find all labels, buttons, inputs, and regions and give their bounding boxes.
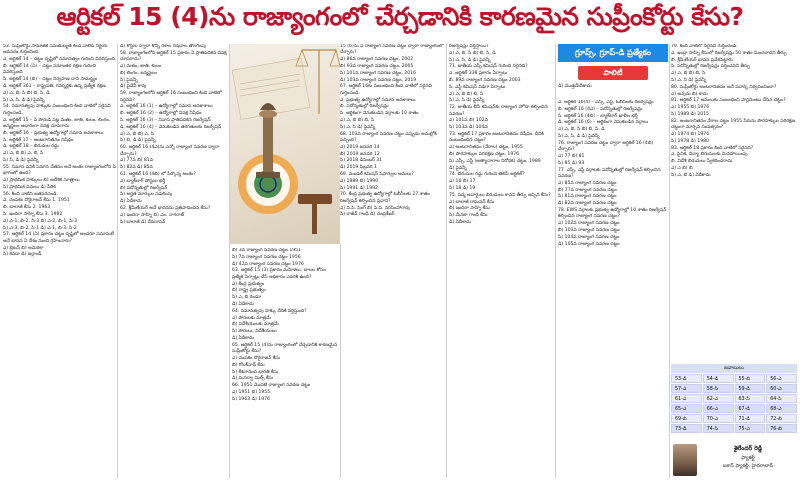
question-line: ఎ) బ్యాక్‌లాగ్ పోస్టుల భర్తీ <box>120 178 166 184</box>
question-line: డి) 42వ రాజ్యాంగ సవరణ చట్టం 1976 <box>232 261 304 267</box>
question-line: ఎ) అంటరానితనం (నేరాల) చట్టం, 1955 <box>449 145 523 151</box>
question-line: సి) 18 డి) 19 <box>449 185 476 191</box>
question-line: డి) ఏదీకాదు <box>232 335 254 341</box>
question-line: బి) గోలక్‌నాథ్ కేసు <box>232 362 265 368</box>
question-line: 78. EWS వర్గాలకు ప్రభుత్వ ఉద్యోగాల్లో 10 శాతం రిజర్వేషన్ కల్పించిన రాజ్యాంగ సవరణ చట్టం? <box>558 207 667 220</box>
question-line: ఎ) ప్రాథమిక హక్కులు బి) ఆదేశిక సూత్రాలు <box>3 177 80 183</box>
question-line: బి. ఆర్టికల్ 16 – ప్రభుత్వ ఉద్యోగాల్లో సమాన అవకాశాలు <box>3 130 104 136</box>
answer-cell: 67-డి <box>735 404 766 413</box>
question-line: ఎ) 77వ బి) 81వ <box>120 158 153 164</box>
question-line: 58. రాజ్యాంగంలోని ఆర్టికల్ 15 ప్రకారం ఏ ప్రాతిపదికన వివక్ష చూపరాదు? <box>120 50 227 63</box>
answer-cell: 58-సి <box>703 384 734 393</box>
question-line: డి. ఆర్టికల్ 16 (4) – వెనుకబడిన తరగతులకు రిజర్వేషన్ <box>120 124 222 130</box>
question-line: ఎ) 77 బి) 81 <box>558 153 585 159</box>
question-line: సి) ఎస్సీ, ఎస్టీ (అత్యాచారాల నిరోధక) చట్టం, 1989 <box>449 158 541 164</box>
question-line: సి. పదోన్నతుల్లో రిజర్వేషన్లు వర్తించవని తీర్పు <box>671 64 751 70</box>
question-line: సి) అర్హత మార్కుల సడలింపు <box>120 192 173 198</box>
answer-cell: 68-ఎ <box>766 404 797 413</box>
question-line: ఎ. సైనిక, విద్యా బిరుదులకు మినహాయింపు <box>671 152 748 158</box>
question-line: ఎ) 2019 జనవరి 14 <box>340 144 380 150</box>
question-line: 74. బిరుదుల రద్దు గురించి తెలిపే ఆర్టికల్? <box>449 172 525 178</box>
question-line: ఎ) ఎ, బి, సి బి) బి, సి, డి <box>3 90 50 96</box>
question-line: 54. సమానత్వపు హక్కుకు సంబంధించి కింది వాటిలో సరైనవి గుర్తించండి. <box>3 104 111 116</box>
answer-grid <box>671 374 797 433</box>
question-line: డి) 105వ రాజ్యాంగ సవరణ చట్టం <box>558 241 620 247</box>
question-line: సి) ఎ, సి డి) పైవన్నీ <box>449 98 485 104</box>
author-place: ఐకాన్ ఫ్యాకల్టీ, హైదరాబాద్ <box>723 464 773 469</box>
question-line: ఎ) ఎ, బి బి) ఎ, బి, సి <box>3 151 44 157</box>
answer-key <box>671 364 797 442</box>
question-line: 63. ఆర్టికల్ 15 (3) ప్రకారం మహిళలు, బాలల కోసం ప్రత్యేక ఏర్పాట్లు చేసే అధికారం ఎవరికి ఉంది? <box>232 268 326 280</box>
question-line: ఎ) ఎ, బి బి) బి, సి <box>340 117 375 123</box>
question-line: 61. ఆర్టికల్ 16 (4బి) లో పేర్కొన్న అంశం? <box>120 171 196 177</box>
question-line: డి) 2019 ఫిబ్రవరి 1 <box>340 165 377 171</box>
question-line: డి) ఏదీకాదు <box>232 301 254 307</box>
question-line: ఎ) మతం, జాతి, కులం <box>120 64 162 69</box>
question-line: ఎ) 85వ రాజ్యాంగ సవరణ చట్టం <box>558 180 617 186</box>
question-line: ఎ) ఎ, బి బి) ఎ, సి <box>120 131 154 137</box>
question-line: సి) 82వ డి) 85వ <box>120 165 153 171</box>
question-line: 75. పద్మ అవార్డులు బిరుదులు కావని తీర్పు ఇచ్చిన కేసు? <box>449 192 551 198</box>
question-line: ఎ) 1989 బి) 1990 <box>340 178 379 184</box>
question-line: సి) పైవన్నీ <box>120 77 138 83</box>
question-line: సి) ఎ, సి, డి డి) పైవన్నీ <box>3 97 45 103</box>
answer-cell: 70-ఎ <box>703 414 734 423</box>
question-line: సి) ఎ, బి రెండూ <box>232 295 262 301</box>
answer-cell: 59-డి <box>735 384 766 393</box>
answer-cell: 76-బి <box>766 424 797 433</box>
question-line: బి) విదేశీయులకు మాత్రమే <box>232 322 279 328</box>
question-line: 53. సుప్రీంకోర్టు సామాజిక సమతుల్యత కింద వాలిడ్ నిర్ణయ అవసరం గుర్తించింది. <box>3 44 108 56</box>
question-line: 64. సమానత్వపు హక్కు దేనికి వర్తిస్తుంది? <box>232 308 307 314</box>
question-line: 81. ఆర్టికల్ 17 అమలుకు సంబంధించి పార్లమెంటు చేసిన చట్టం? <box>671 98 786 104</box>
question-line: సి) ప్రాథమిక విధులు డి) పీఠిక <box>3 184 56 190</box>
question-line: బి) 2019 జనవరి 12 <box>340 151 380 157</box>
question-line: బి. 89వ రాజ్యాంగ సవరణ చట్టం 2003 <box>449 77 521 83</box>
question-column-7 <box>671 44 797 362</box>
question-line: సి. ఎస్టీ కమిషన్ విడిగా ఏర్పాటు <box>449 84 506 90</box>
question-line: డి) 103వ రాజ్యాంగ సవరణ చట్టం, 2019 <box>340 77 417 83</box>
question-line: ఎ) బాలాజీ రాఘవన్ కేసు <box>449 199 495 205</box>
question-line: డి) 82వ రాజ్యాంగ సవరణ చట్టం <box>558 201 617 207</box>
question-line: సి. ఆర్టికల్ 17 – అంటరానితనం నిషేధం <box>3 137 74 143</box>
question-line: డి) కోర్టుల ద్వారా కొన్ని రకాల నిషేధాల తొలగింపు <box>120 44 206 49</box>
question-line: 72. జాతీయ బీసీ కమిషన్‌కు రాజ్యాంగ హోదా కల్పించిన సవరణ? <box>449 105 548 117</box>
question-line: ఎ) 86వ రాజ్యాంగ సవరణ చట్టం, 2002 <box>340 57 414 63</box>
question-line: డి. ఆర్టికల్ 18 – బిరుదుల రద్దు <box>3 144 59 150</box>
question-line: సి. ఆర్టికల్ 14 (బి) – చట్టం నిర్వహణ దాని సామర్థ్యం <box>3 77 98 83</box>
question-line: ఎ) కేంద్ర ప్రభుత్వం <box>232 281 265 287</box>
answer-cell: 62-ఎ <box>703 394 734 403</box>
question-line: బి) 3వ రాజ్యాంగ సవరణ చట్టం 1951 <box>232 248 302 253</box>
question-line: సి) 103వ డి) 104వ <box>449 125 488 131</box>
question-line: 67. ఆర్టికల్ 16కు సంబంధించి కింది వాటిలో సరైనవి గుర్తించండి. <box>340 84 432 96</box>
question-line: సి) ఎ-3, బి-2, సి-1 డి) ఎ-1, బి-3, సి-2 <box>3 225 77 231</box>
question-line: సి) 7వ రాజ్యాంగ సవరణ చట్టం 1956 <box>232 254 301 260</box>
question-line: 76. రాజ్యాంగ సవరణ చట్టం ద్వారా ఆర్టికల్ 16 (4బి) చేర్చారు? <box>558 140 654 153</box>
answer-cell: 75-ఎ <box>735 424 766 433</box>
author-photo <box>673 444 697 476</box>
question-line: బి. క్రీమీలేయర్ భావన ప్రవేశపెట్టారు <box>671 57 733 63</box>
page-headline: ఆర్టికల్ 15 (4)ను రాజ్యాంగంలో చేర్చడానికి కారణమైన సుప్రీంకోర్టు కేసు? <box>56 2 744 31</box>
question-line: బి. పదోన్నతుల్లో రిజర్వేషన్లు <box>340 104 389 110</box>
answer-cell: 61-ఎ <box>671 394 702 403</box>
banner-note: డి) మొత్తమేదీకాదు <box>558 84 592 89</box>
answer-cell: 69-బి <box>671 414 702 423</box>
question-line: రిజర్వేషన్లు వర్తిస్తాయి? <box>449 44 489 49</box>
question-line: 62. క్రీమీలేయర్ అనే భావనను ప్రతిపాదించిన కేసు? <box>120 205 211 211</box>
question-line: సి) రాజీవ్ గాంధీ డి) చంద్రశేఖర్ <box>340 212 395 218</box>
question-line: ఎ. ఆర్టికల్ 338 ప్రకారం ఏర్పాటు <box>449 71 508 77</box>
question-line: ఎ) ఎ, బి, సి బి) బి, సి, డి <box>558 127 605 133</box>
answer-cell: 54-డి <box>703 374 734 383</box>
column-divider <box>669 44 670 478</box>
question-line: డి) ఏదీకాదు <box>120 199 142 205</box>
question-line: 77. ఎస్సీ, ఎస్టీ వర్గాలకు పదోన్నతుల్లో రిజర్వేషన్ కల్పించిన సవరణ? <box>558 167 661 179</box>
question-line: 70. కేంద్ర ప్రభుత్వ ఉద్యోగాల్లో ఓబీసీలకు 27 శాతం రిజర్వేషన్ కల్పించిన ప్రధాని? <box>340 192 430 204</box>
question-line: డి. ఆర్టికల్ 361 – రాష్ట్రపతి, గవర్నర్లకు ఉన్న ప్రత్యేక రక్షణ <box>3 84 106 89</box>
question-line: ఎ) 101వ బి) 102వ <box>449 118 488 124</box>
answer-cell: 60-ఎ <box>766 384 797 393</box>
question-line: 55. సమాన పనికి సమాన వేతనం అనే అంశం రాజ్యాంగంలోని ఏ భాగంలో ఉంది? <box>3 164 116 177</box>
banner-subject: పాలిటీ <box>578 66 648 80</box>
question-line: బి) పౌరహక్కుల పరిరక్షణ చట్టం, 1976 <box>449 151 520 157</box>
question-line: సి) బాలాజీ డి) దేవదాసన్ <box>120 219 166 225</box>
answer-cell: 56-ఎ <box>766 374 797 383</box>
question-line: సి) 1978 డి) 1980 <box>671 138 709 144</box>
question-column-2 <box>120 44 228 478</box>
question-line: డి) మినర్వా మిల్స్ కేసు <box>232 376 274 382</box>
question-line: ఎ. ఆర్టికల్ 14 – చట్టం దృష్టిలో సమానత్వం గురించి వివరిస్తుంది <box>3 57 115 63</box>
question-line: 60. ఆర్టికల్ 16 (4ఎ)ను ఎన్నో రాజ్యాంగ సవరణ ద్వారా చేర్చారు? <box>120 145 220 157</box>
answer-cell: 64-సి <box>766 394 797 403</box>
question-line: ఎ. ఆర్టికల్ 16 (1) – ఉద్యోగాల్లో సమాన అవకాశాలు <box>120 104 213 110</box>
answer-cell: 73-డి <box>671 424 702 433</box>
question-line: బి) 103వ రాజ్యాంగ సవరణ చట్టం <box>558 227 620 233</box>
question-line: సి) మేనకా గాంధీ కేసు <box>449 213 488 219</box>
author-role: ఫ్యాకల్టీ <box>741 455 755 461</box>
answer-cell: 71-డి <box>735 414 766 423</box>
question-line: సి) ఎ, సి, డి డి) పైవన్నీ <box>449 57 491 63</box>
question-line: ఎ) బ్రిటన్ బి) అమెరికా <box>3 245 44 251</box>
question-column-4 <box>340 44 445 478</box>
question-line: ఎ) ఎ బి) బి <box>671 165 693 171</box>
column-divider <box>555 44 556 478</box>
answer-cell: 66-ఎ <box>703 404 734 413</box>
answer-cell: 57-ఎ <box>671 384 702 393</box>
question-line: ఎ) ఎ, బి బి) బి, సి <box>671 71 706 77</box>
question-line: సి. ఆర్థికంగా వెనుకబడిన వర్గాలకు 10 శాతం <box>340 111 419 117</box>
question-line: సి) 1989 డి) 2015 <box>671 111 709 117</box>
author-block <box>671 442 797 478</box>
question-line: బి) పదోన్నతుల్లో రిజర్వేషన్ <box>120 185 168 191</box>
question-line: ఎ) ఎ-1, బి-2, సి-3 బి) ఎ-2, బి-1, సి-3 <box>3 218 78 224</box>
question-line: ఎ. చంపకం దొరైరాజన్ కేసు 1. 1951 <box>3 198 70 204</box>
author-name: శైలేందర్ రెడ్డి <box>733 445 763 452</box>
question-line: ఎ) ఎ, బి, సి బి) బి, సి, డి <box>449 50 496 56</box>
question-line: డి) పైవేవీ కావు <box>120 84 147 90</box>
question-line: సి) 81వ రాజ్యాంగ సవరణ చట్టం <box>558 194 617 200</box>
question-line: సి) ఎ, సి, డి డి) పైవన్నీ <box>558 133 600 139</box>
question-line: బి. ఆర్టికల్ 16 (4ఎ) – పదోన్నతుల్లో రిజర్వేషన్లు <box>558 106 643 112</box>
question-line: బి) ఇందిరా సాహ్ని కేసు <box>449 206 490 212</box>
question-line: 69. మండల్ కమిషన్ సిఫార్సుల అమలు? <box>340 171 414 177</box>
question-line: ఎ) 16 బి) 17 <box>449 179 476 185</box>
question-line: డి) పైవన్నీ <box>449 165 467 171</box>
question-line: సి) ఎ, బి డి) ఏదీకాదు <box>671 172 711 178</box>
question-line: బి) 93వ రాజ్యాంగ సవరణ చట్టం, 2005 <box>340 64 414 69</box>
question-line: 82. అంటరానితనం నేరాల చట్టం 1955 పేరును పౌరహక్కుల పరిరక్షణ చట్టంగా మార్చిన సంవత్సరం? <box>671 118 796 131</box>
question-line: సి. ఆర్టికల్ 16 (3) – నివాస ప్రాతిపదికన రిజర్వేషన్ <box>120 117 211 123</box>
section-banner <box>558 44 668 98</box>
question-line: సి) 85 డి) 93 <box>558 160 585 166</box>
question-line: సి) సి, డి డి) పైవన్నీ <box>3 157 39 163</box>
question-line: 15 (6)ను ఏ రాజ్యాంగ సవరణ చట్టం ద్వారా రాజ్యాంగంలో చేర్చారు? <box>340 44 444 56</box>
answer-cell: 55-బి <box>735 374 766 383</box>
question-column-1 <box>3 44 116 478</box>
question-line: ఎ. ప్రభుత్వ ఉద్యోగాల్లో సమాన అవకాశాలు <box>340 97 416 103</box>
question-line: బి. ఆర్టికల్ 14 (ఏ) – చట్టం సమాంతర రక్షణ గురించి వివరిస్తుంది <box>3 64 96 76</box>
ashoka-pillar-illustration <box>230 44 340 244</box>
question-line: బి) రాష్ట్ర ప్రభుత్వం <box>232 288 266 294</box>
question-line: ఎ) 1955 బి) 1976 <box>671 105 710 111</box>
question-line: సి) 1991 డి) 1992 <box>340 185 378 191</box>
question-line: ఎ. ఇంద్రా సాహ్ని కేసులో రిజర్వేషన్లు 50 శాతం మించరాదని తీర్పు <box>671 50 787 56</box>
question-line: ఎ) వి.పి. సింగ్ బి) పి.వి. నరసింహారావు <box>340 205 410 211</box>
question-line: బి) 77వ రాజ్యాంగ సవరణ చట్టం <box>558 187 617 193</box>
question-line: బి. విదేశీ బిరుదులు స్వీకరించరాదు <box>671 159 733 165</box>
question-line: సి) పౌరులు, విదేశీయులు <box>232 329 277 335</box>
question-line: సి. ఇందిరా సాహ్ని కేసు 3. 1992 <box>3 211 63 217</box>
question-line: బి. బాలాజీ కేసు 2. 1963 <box>3 205 51 211</box>
question-line: 68. 103వ రాజ్యాంగ సవరణ చట్టం ఎప్పుడు అమల్లోకి వచ్చింది? <box>340 131 437 143</box>
question-line: బి. ఆర్టికల్ 16 (2) – ఉద్యోగాల్లో వివక్ష నిషేధం <box>120 111 202 117</box>
question-line: ఎ) ఇందిరా సాహ్ని బి) ఎం. నాగరాజ్ <box>120 212 184 218</box>
question-column-6 <box>558 100 668 478</box>
question-line: 79. కింది వాటిలో సరైనవి గుర్తించండి. <box>671 44 738 49</box>
question-line: 80. సుప్రీంకోర్టు అంటరానితనం అనే పదాన్ని నిర్వచించిందా? <box>671 84 777 90</box>
question-line: 56. కింది వాటిని జతపరచండి. <box>3 191 58 197</box>
question-line: సి) ఎ, సి డి) పైవన్నీ <box>340 124 376 130</box>
question-line: 59. రాజ్యాంగంలోని ఆర్టికల్ 16 సంబంధించి కింది వాటిలో సరైనవి? <box>120 91 222 103</box>
question-line: డి. ఆర్టికల్ 16 (6) – ఆర్థికంగా వెనుకబడిన వర్గాలు <box>558 120 649 126</box>
answer-cell: 74-సి <box>703 424 734 433</box>
question-line: సి) 104వ రాజ్యాంగ సవరణ చట్టం <box>558 234 620 240</box>
column-divider <box>446 44 447 478</box>
answer-cell: 65-ఎ <box>671 404 702 413</box>
question-line: సి. ఆర్టికల్ 16 (4బి) – బ్యాక్‌లాగ్ ఖాళీల భర్తీ <box>558 113 638 119</box>
constitution-image <box>230 44 340 244</box>
question-line: 71. జాతీయ ఎస్సీ కమిషన్ గురించి సరైనది? <box>449 64 528 70</box>
answer-cell: 63-సి <box>735 394 766 403</box>
question-line: 65. ఆర్టికల్ 15 (4)ను రాజ్యాంగంలో చేర్చడానికి కారణమైన సుప్రీంకోర్టు కేసు? <box>232 342 338 355</box>
question-line: 57. ఆర్టికల్ 14 (ఏ) ప్రకారం చట్టం దృష్టిలో అందరూ సమానులే అనే భావన ఏ దేశం నుంచి గ్రహించారు? <box>3 232 114 244</box>
question-line: ఎ) 1951 బి) 1955 <box>232 389 271 395</box>
question-line: 66. 1951 మొదటి రాజ్యాంగ సవరణ చట్టం <box>232 383 311 389</box>
question-line: సి) కెనడా డి) ఐర్లాండ్ <box>3 252 42 258</box>
question-line: బి) లింగం, జన్మస్థలం <box>120 70 157 76</box>
question-column-5 <box>449 44 554 478</box>
question-line: డి) ఏదీకాదు <box>449 219 471 225</box>
question-column-3 <box>232 248 338 478</box>
answer-cell: 53-డి <box>671 374 702 383</box>
answer-key-title: జవాబులు <box>671 364 797 373</box>
question-line: ఎ. ఆర్టికల్ 16(4) – ఎస్సీ, ఎస్టీ, ఓబీసీలకు రిజర్వేషన్లు <box>558 100 654 105</box>
question-line: ఎ) 102వ రాజ్యాంగ సవరణ చట్టం <box>558 221 620 227</box>
question-line: సి) బి, డి డి) పైవన్నీ <box>120 138 156 144</box>
question-line: ఎ) చంపకం దొరైరాజన్ కేసు <box>232 355 281 361</box>
question-line: ఎ) అవును బి) కాదు <box>671 91 708 97</box>
answer-cell: 72-బి <box>766 414 797 423</box>
question-line: సి) ఎ, సి డి) పైవన్నీ <box>671 77 707 83</box>
question-line: ఎ) పౌరులకు మాత్రమే <box>232 315 271 321</box>
question-line: సి) 1963 డి) 1976 <box>232 396 270 402</box>
question-line: సి) 2018 డిసెంబర్ 31 <box>340 158 383 164</box>
question-line: 73. ఆర్టికల్ 17 ప్రకారం అంటరానితనం నిషేధం. దీనికి సంబంధించిన చట్టం? <box>449 131 544 144</box>
question-line: 83. ఆర్టికల్ 18 ప్రకారం కింది వాటిలో సరైనది? <box>671 145 754 151</box>
question-line: సి) కేశవానంద భారతి కేసు <box>232 369 279 375</box>
column-divider <box>117 44 118 478</box>
question-line: ఎ. ఆర్టికల్ 15 – ఏ పౌరుడి పట్ల మతం, జాతి, కులం, లింగం, జన్మస్థలం ఆధారంగా వివక్ష చూపరాదు <box>3 117 111 129</box>
banner-title: గ్రూప్స్, గ్రూప్-డి ప్రత్యేకం <box>558 44 668 62</box>
question-line: సి) 101వ రాజ్యాంగ సవరణ చట్టం, 2016 <box>340 70 416 76</box>
question-line: ఎ) 1974 బి) 1976 <box>671 131 710 137</box>
question-line: ఎ) ఎ, బి బి) బి, సి <box>449 91 484 97</box>
